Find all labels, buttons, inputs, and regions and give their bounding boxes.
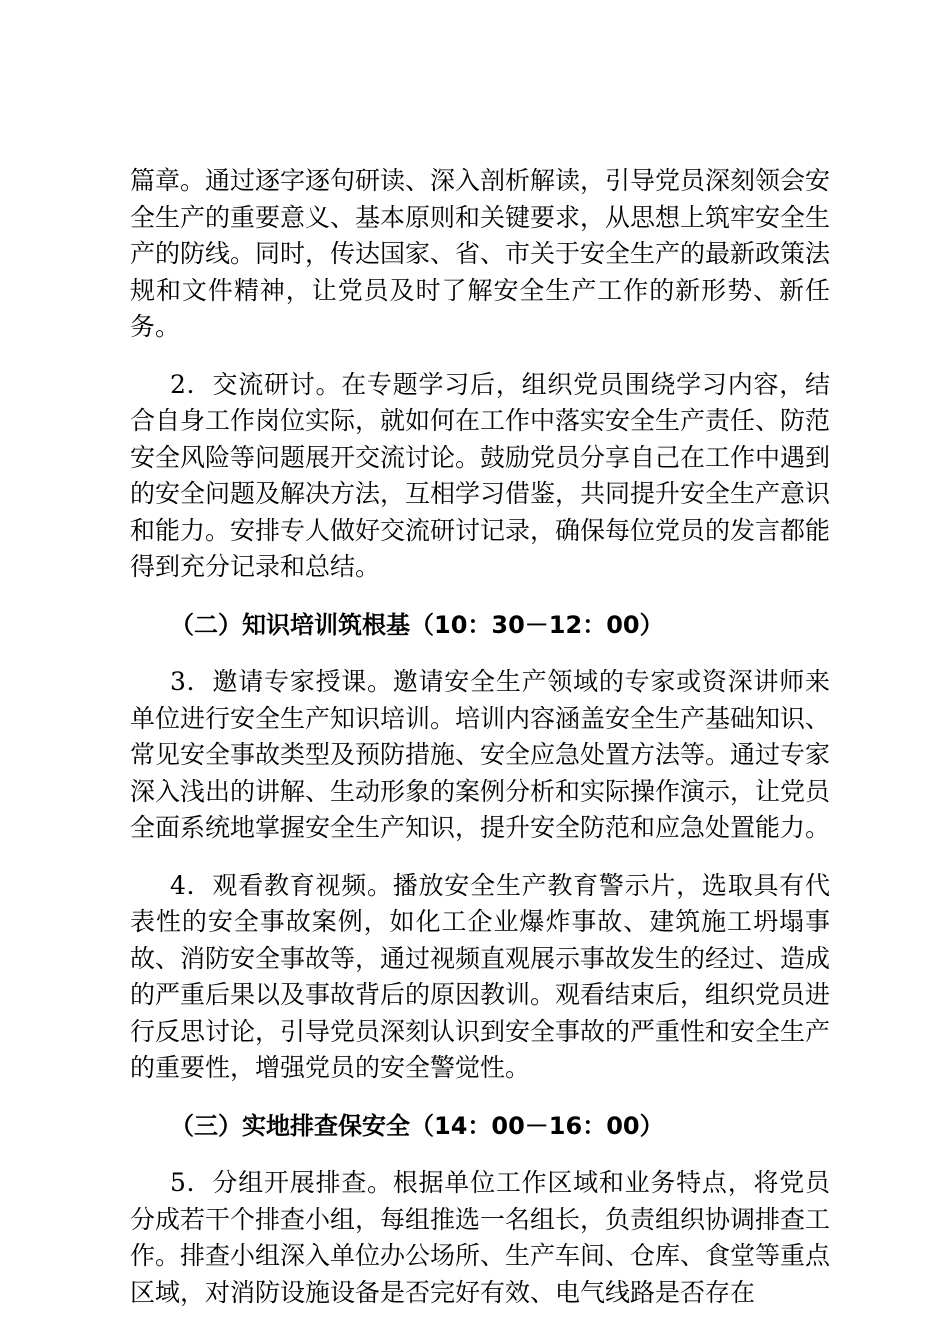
paragraph-gap — [130, 643, 830, 664]
paragraph-gap — [130, 847, 830, 868]
paragraph-group-inspection: 5．分组开展排查。根据单位工作区域和业务特点，将党员分成若干个排查小组，每组推选一名组长，负责组织协调排查工作。排查小组深入单位办公场所、生产车间、仓库、食堂等重点区域，对消防设施设备是否完好有效、电气线路是否存在 — [130, 1168, 831, 1307]
document-body — [130, 163, 830, 1311]
section-heading-knowledge-training: （二）知识培训筑根基（10：30－12：00） — [170, 610, 664, 639]
section-heading-site-inspection: （三）实地排查保安全（14：00－16：00） — [170, 1111, 664, 1140]
paragraph-study-continuation: 篇章。通过逐字逐句研读、深入剖析解读，引导党员深刻领会安全生产的重要意义、基本原则和关键要求，从思想上筑牢安全生产的防线。同时，传达国家、省、市关于安全生产的最新政策法规和文件精神，让党员及时了解安全生产工作的新形势、新任务。 — [130, 166, 831, 341]
paragraph-expert-lecture: 3．邀请专家授课。邀请安全生产领域的专家或资深讲师来单位进行安全生产知识培训。培训内容涵盖安全生产基础知识、常见安全事故类型及预防措施、安全应急处置方法等。通过专家深入浅出的讲解、生动形象的案例分析和实际操作演示，让党员全面系统地掌握安全生产知识，提升安全防范和应急处置能力。 — [130, 667, 831, 842]
paragraph-gap — [130, 586, 830, 607]
paragraph-education-video: 4．观看教育视频。播放安全生产教育警示片，选取具有代表性的安全事故案例，如化工企业爆炸事故、建筑施工坍塌事故、消防安全事故等，通过视频直观展示事故发生的经过、造成的严重后果以及事故背后的原因教训。观看结束后，组织党员进行反思讨论，引导党员深刻认识到安全事故的严重性和安全生产的重要性，增强党员的安全警觉性。 — [130, 870, 831, 1082]
paragraph-gap — [130, 346, 830, 367]
paragraph-gap — [130, 1087, 830, 1108]
paragraph-exchange-discussion: 2．交流研讨。在专题学习后，组织党员围绕学习内容，结合自身工作岗位实际，就如何在工作中落实安全生产责任、防范安全风险等问题展开交流讨论。鼓励党员分享自己在工作中遇到的安全问题及解决方法，互相学习借鉴，共同提升安全生产意识和能力。安排专人做好交流研讨记录，确保每位党员的发言都能得到充分记录和总结。 — [130, 369, 831, 581]
paragraph-gap — [130, 1144, 830, 1165]
